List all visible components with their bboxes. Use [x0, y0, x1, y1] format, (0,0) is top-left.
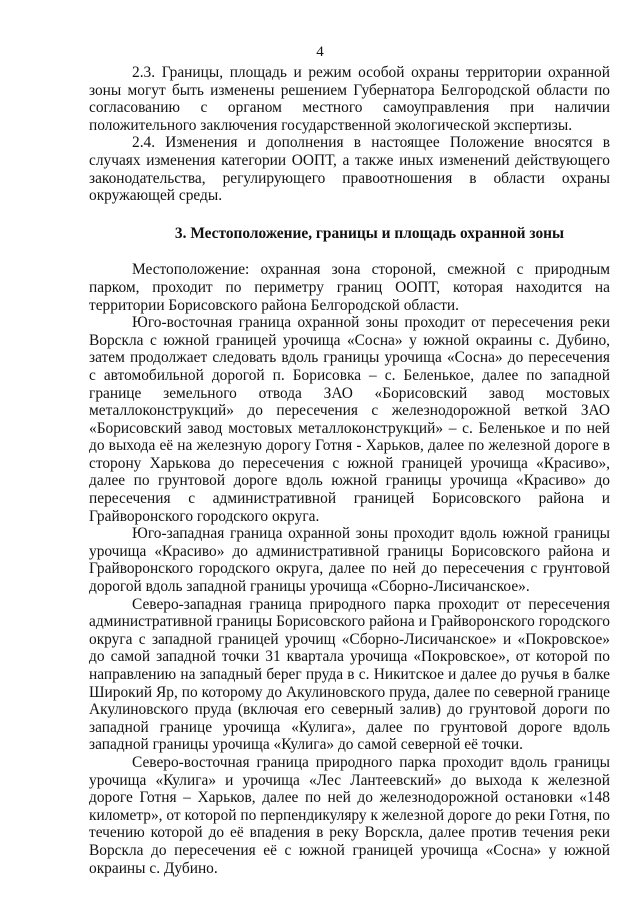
document-body	[89, 64, 610, 877]
paragraph-2-4: 2.4. Изменения и дополнения в настоящее Положение вносятся в случаях изменения категории ООПТ, а также иных изменений действующего законодательства, регулирующего правоотношения в области охраны окружающей среды.	[89, 134, 610, 205]
section-3-heading: 3. Местоположение, границы и площадь охранной зоны	[174, 224, 565, 242]
page-number: 4	[316, 44, 324, 60]
paragraph-location: Местоположение: охранная зона стороной, смежной с природным парком, проходит по периметру границ ООПТ, которая находится на территории Борисовского района Белгородской области.	[89, 261, 610, 314]
paragraph-2-3: 2.3. Границы, площадь и режим особой охраны территории охранной зоны могут быть изменены решением Губернатора Белгородской области по согласованию с органом местного самоуправления при наличии положительного заключения государственной экологической экспертизы.	[89, 64, 610, 134]
paragraph-northeast-border: Северо-восточная граница природного парка проходит вдоль границы урочища «Кулига» и урочища «Лес Лантеевский» до выхода к железной дороге Готня – Харьков, далее по ней до железнодорожной остановки «148 километр», от которой по перпендикуляру к железной дороге до реки Готня, по течению которой до её впадения в реку Ворскла, далее против течения реки Ворскла до пересечения её с южной границей урочища «Сосна» у южной окраины с. Дубино.	[89, 753, 610, 877]
paragraph-northwest-border: Северо-западная граница природного парка проходит от пересечения административной границы Борисовского района и Грайворонского городского округа с западной границей урочищ «Сборно-Лисичанское» и «Покровское» до самой западной точки 31 квартала урочища «Покровское», от которой по направлению на западный берег пруда в с. Никитское и далее до ручья в балке Широкий Яр, по которому до Акулиновского пруда, далее по северной границе Акулиновского пруда (включая его северный залив) до грунтовой дороги по западной границе урочища «Кулига», далее по грунтовой дороге вдоль западной границы урочища «Кулига» до самой северной её точки.	[89, 595, 610, 754]
paragraph-southeast-border: Юго-восточная граница охранной зоны проходит от пересечения реки Ворскла с южной границей урочища «Сосна» у южной окраины с. Дубино, затем продолжает следовать вдоль границы урочища «Сосна» до пересечения с автомобильной дорогой п. Борисовка – с. Беленькое, далее по западной границе земельного отвода ЗАО «Борисовский завод мостовых металлоконструкций» до пересечения с железнодорожной веткой ЗАО «Борисовский завод мостовых металлоконструкций» – с. Беленькое и по ней до выхода её на железную дорогу Готня - Харьков, далее по железной дороге в сторону Харькова до пересечения с южной границей урочища «Красиво», далее по грунтовой дороге вдоль южной границы урочища «Красиво» до пересечения с административной границей Борисовского района и Грайворонского городского округа.	[89, 314, 610, 525]
paragraph-southwest-border: Юго-западная граница охранной зоны проходит вдоль южной границы урочища «Красиво» до административной границы Борисовского района и Грайворонского городского округа, далее по ней до пересечения с грунтовой дорогой вдоль западной границы урочища «Сборно-Лисичанское».	[89, 525, 610, 596]
